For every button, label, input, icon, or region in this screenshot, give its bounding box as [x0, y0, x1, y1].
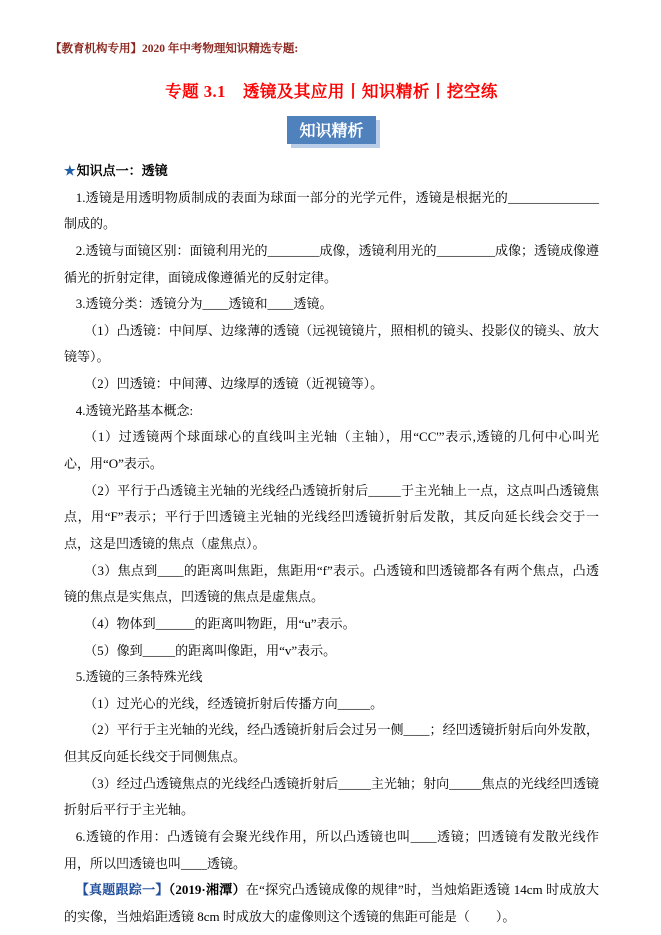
paragraph-ray-through-focus: （3）经过凸透镜焦点的光线经凸透镜折射后_____主光轴；射向_____焦点的光线经凹透镜折射后平行于主光轴。	[64, 775, 599, 818]
star-icon: ★	[64, 163, 76, 178]
knowledge-point-heading	[64, 158, 599, 185]
paragraph-lens-functions: 6.透镜的作用：凸透镜有会聚光线作用，所以凸透镜也叫____透镜；凹透镜有发散光线作用，所以凹透镜也叫____透镜。	[64, 829, 599, 871]
section-banner: 知识精析	[287, 116, 375, 144]
paragraph-ray-parallel-axis: （2）平行于主光轴的光线，经凸透镜折射后会过另一侧____；经凹透镜折射后向外发散，但其反向延长线交于同侧焦点。	[64, 722, 599, 765]
paragraph-lens-classification: 3.透镜分类：透镜分为____透镜和____透镜。	[75, 296, 333, 312]
paragraph-image-distance: （5）像到_____的距离叫像距，用“v”表示。	[84, 642, 337, 658]
exam-question-label: 【真题跟踪一】	[75, 882, 169, 898]
paragraph-three-special-rays: 5.透镜的三条特殊光线	[75, 669, 203, 685]
paragraph-principal-axis: （1）过透镜两个球面球心的直线叫主光轴（主轴），用“CC'”表示,透镜的几何中心叫光心，用“O”表示。	[64, 429, 599, 472]
document-body	[64, 158, 599, 931]
paragraph-convex-lens: （1）凸透镜：中间厚、边缘薄的透镜（远视镜镜片，照相机的镜头、投影仪的镜头、放大镜等）。	[64, 322, 599, 365]
header-note: 【教育机构专用】2020 年中考物理知识精选专题:	[50, 43, 299, 55]
paragraph-optical-path-concepts: 4.透镜光路基本概念:	[75, 402, 194, 418]
paragraph-ray-through-center: （1）过光心的光线，经透镜折射后传播方向_____。	[84, 695, 384, 711]
page-title: 专题 3.1 透镜及其应用丨知识精析丨挖空练	[165, 82, 498, 101]
paragraph-concave-lens: （2）凹透镜：中间薄、边缘厚的透镜（近视镜等）。	[84, 376, 384, 392]
paragraph-focal-point: （2）平行于凸透镜主光轴的光线经凸透镜折射后_____于主光轴上一点，这点叫凸透镜焦点，用“F”表示；平行于凹透镜主光轴的光线经凹透镜折射后发散，其反向延长线会交于一点，这是凹透镜的焦点（虚焦点）。	[64, 482, 599, 551]
exam-question	[64, 877, 599, 930]
paragraph-object-distance: （4）物体到______的距离叫物距，用“u”表示。	[84, 615, 356, 631]
exam-question-source: （2019·湘潭）	[168, 882, 246, 898]
banner-wrap	[64, 116, 599, 148]
paragraph-lens-definition: 1.透镜是用透明物质制成的表面为球面一部分的光学元件，透镜是根据光的______________制成的。	[64, 189, 599, 232]
exam-question-text: 在“探究凸透镜成像的规律”时，当烛焰距透镜 14cm 时成放大的实像，当烛焰距透镜 8cm 时成放大的虚像则这个透镜的焦距可能是（ ）。	[64, 882, 599, 924]
paragraph-lens-vs-mirror: 2.透镜与面镜区别：面镜利用光的________成像，透镜利用光的_________成像；透镜成像遵循光的折射定律，面镜成像遵循光的反射定律。	[64, 242, 599, 285]
knowledge-point-title: 知识点一：透镜	[76, 163, 168, 178]
paragraph-focal-length: （3）焦点到____的距离叫焦距，焦距用“f”表示。凸透镜和凹透镜都各有两个焦点，凸透镜的焦点是实焦点，凹透镜的焦点是虚焦点。	[64, 562, 599, 605]
